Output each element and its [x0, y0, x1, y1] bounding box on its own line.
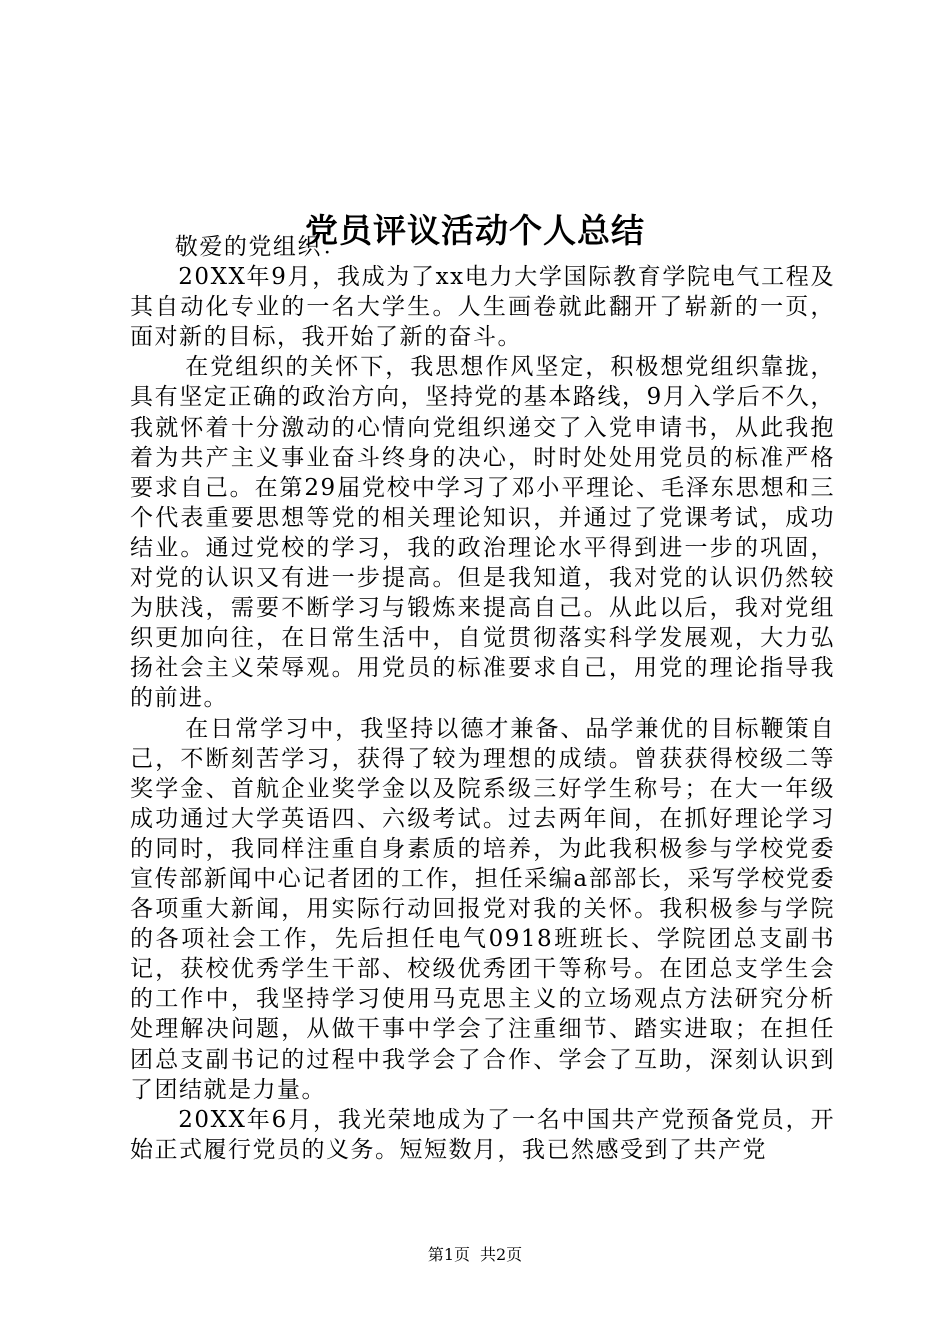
paragraph-1: 20XX年9月，我成为了xx电力大学国际教育学院电气工程及其自动化专业的一名大学生。人生画卷就此翻开了崭新的一页，面对新的目标，我开始了新的奋斗。 — [130, 264, 835, 351]
page-number: 第1页 — [427, 1245, 470, 1264]
paragraph-2: 在党组织的关怀下，我思想作风坚定，积极想党组织靠拢，具有坚定正确的政治方向，坚持党的基本路线，9月入学后不久，我就怀着十分激动的心情向党组织递交了入党申请书，从此我抱着为共产主义事业奋斗终身的决心，时时处处用党员的标准严格要求自己。在第29届党校中学习了邓小平理论、毛泽东思想和三个代表重要思想等党的相关理论知识，并通过了党课考试，成功结业。通过党校的学习，我的政治理论水平得到进一步的巩固，对党的认识又有进一步提高。但是我知道，我对党的认识仍然较为肤浅，需要不断学习与锻炼来提高自己。从此以后，我对党组织更加向往，在日常生活中，自觉贯彻落实科学发展观，大力弘扬社会主义荣辱观。用党员的标准要求自己，用党的理论指导我的前进。 — [130, 354, 835, 712]
document-body — [130, 232, 835, 1165]
page-footer — [0, 1244, 950, 1266]
document-title: 党员评议活动个人总结 — [305, 211, 645, 251]
paragraph-4: 20XX年6月，我光荣地成为了一名中国共产党预备党员，开始正式履行党员的义务。短短数月，我已然感受到了共产党 — [130, 1106, 835, 1163]
page-total: 共2页 — [480, 1245, 523, 1264]
greeting-line: 敬爱的党组织： — [174, 234, 347, 260]
paragraph-3: 在日常学习中，我坚持以德才兼备、品学兼优的目标鞭策自己，不断刻苦学习，获得了较为理想的成绩。曾获获得校级二等奖学金、首航企业奖学金以及院系级三好学生称号；在大一年级成功通过大学英语四、六级考试。过去两年间，在抓好理论学习的同时，我同样注重自身素质的培养，为此我积极参与学校党委宣传部新闻中心记者团的工作，担任采编a部部长，采写学校党委各项重大新闻，用实际行动回报党对我的关怀。我积极参与学院的各项社会工作，先后担任电气0918班班长、学院团总支副书记，获校优秀学生干部、校级优秀团干等称号。在团总支学生会的工作中，我坚持学习使用马克思主义的立场观点方法研究分析处理解决问题，从做干事中学会了注重细节、踏实进取；在担任团总支副书记的过程中我学会了合作、学会了互助，深刻认识到了团结就是力量。 — [130, 715, 835, 1103]
